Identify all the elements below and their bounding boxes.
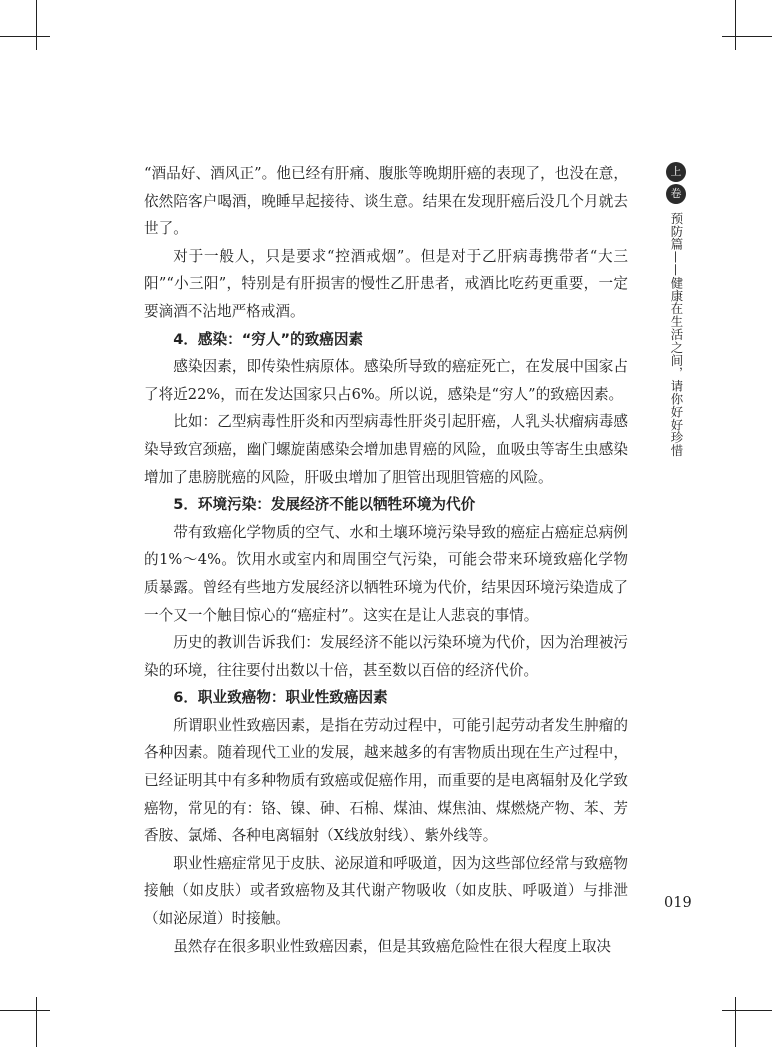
paragraph: 带有致癌化学物质的空气、水和土壤环境污染导致的癌症占癌症总病例的1%～4%。饮用水或室内和周围空气污染，可能会带来环境致癌化学物质暴露。曾经有些地方发展经济以牺牲环境为代价，结果因环境污染造成了一个又一个触目惊心的“癌症村”。这实在是让人悲哀的事情。: [144, 523, 628, 624]
section-heading: 6．职业致癌物：职业性致癌因素: [173, 689, 388, 707]
crop-mark: [735, 997, 736, 1047]
crop-mark: [36, 997, 37, 1047]
crop-mark: [722, 36, 772, 37]
paragraph: 所谓职业性致癌因素，是指在劳动过程中，可能引起劳动者发生肿瘤的各种因素。随着现代工业的发展，越来越多的有害物质出现在生产过程中，已经证明其中有多种物质有致癌或促癌作用，而重要的是电离辐射及化学致癌物，常见的有：铬、镍、砷、石棉、煤油、煤焦油、煤燃烧产物、苯、芳香胺、氯烯、各种电离辐射（X线放射线）、紫外线等。: [144, 716, 628, 845]
page-body: [144, 160, 628, 960]
paragraph: 比如：乙型病毒性肝炎和丙型病毒性肝炎引起肝癌，人乳头状瘤病毒感染导致宫颈癌，幽门螺旋菌感染会增加患胃癌的风险，血吸虫等寄生虫感染增加了患膀胱癌的风险，肝吸虫增加了胆管出现胆管癌的风险。: [144, 413, 628, 486]
paragraph: 历史的教训告诉我们：发展经济不能以污染环境为代价，因为治理被污染的环境，往往要付出数以十倍，甚至数以百倍的经济代价。: [144, 634, 628, 679]
running-header: [663, 162, 689, 457]
paragraph: 对于一般人，只是要求“控酒戒烟”。但是对于乙肝病毒携带者“大三阳”“小三阳”，特别是有肝损害的慢性乙肝患者，戒酒比吃药更重要，一定要滴酒不沾地严格戒酒。: [144, 247, 628, 320]
section-heading: 4．感染：“穷人”的致癌因素: [173, 330, 364, 348]
crop-mark: [0, 36, 50, 37]
crop-mark: [0, 1010, 50, 1011]
crop-mark: [36, 0, 37, 50]
section-heading: 5．环境污染：发展经济不能以牺牲环境为代价: [173, 496, 476, 514]
volume-badge: 卷: [666, 184, 686, 204]
page-number: 019: [664, 895, 692, 911]
paragraph: 感染因素，即传染性病原体。感染所导致的癌症死亡，在发展中国家占了将近22%，而在发达国家只占6%。所以说，感染是“穷人”的致癌因素。: [144, 358, 628, 403]
crop-mark: [735, 0, 736, 50]
volume-badge: 上: [666, 162, 686, 182]
paragraph: 职业性癌症常见于皮肤、泌尿道和呼吸道，因为这些部位经常与致癌物接触（如皮肤）或者致癌物及其代谢产物吸收（如皮肤、呼吸道）与排泄（如泌尿道）时接触。: [144, 854, 628, 928]
section-title-vertical: 预防篇——健康在生活之间，请你好好珍惜: [669, 212, 684, 458]
crop-mark: [722, 1010, 772, 1011]
paragraph: “酒品好、酒风正”。他已经有肝痛、腹胀等晚期肝癌的表现了，也没在意，依然陪客户喝酒，晚睡早起接待、谈生意。结果在发现肝癌后没几个月就去世了。: [144, 165, 628, 238]
paragraph: 虽然存在很多职业性致癌因素，但是其致癌危险性在很大程度上取决: [173, 937, 612, 955]
